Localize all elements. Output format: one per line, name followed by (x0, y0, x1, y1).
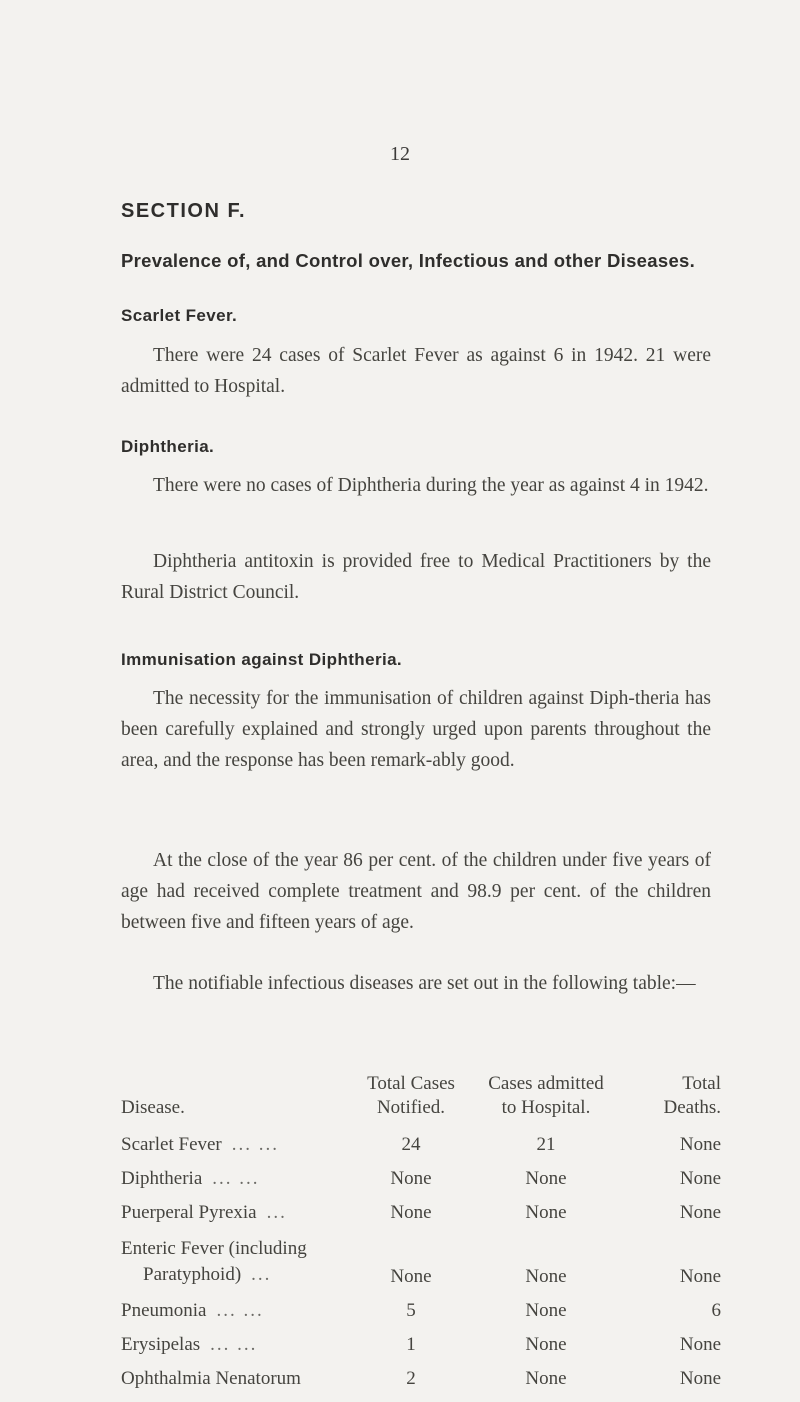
scarlet-fever-heading: Scarlet Fever. (121, 306, 238, 325)
immunisation-paragraph-1: The necessity for the immunisation of children against Diph-theria has been carefully explained and strongly urged upon parents throughout the area, and the response has been remark-ably good. (121, 688, 711, 771)
table-row (121, 1362, 721, 1396)
deaths-cell: None (679, 1134, 721, 1155)
disease-name: Pneumonia (121, 1300, 207, 1321)
diphtheria-heading: Diphtheria. (121, 437, 215, 456)
page-title: Prevalence of, and Control over, Infectious and other Diseases. (121, 250, 696, 271)
leader-dots: ... ... (212, 1168, 260, 1189)
header-hospital: Cases admitted to Hospital. (488, 1073, 604, 1118)
deaths-cell: 6 (711, 1300, 721, 1321)
table-row (121, 1328, 721, 1362)
header-notified: Total Cases Notified. (367, 1073, 455, 1118)
leader-dots: ... (251, 1264, 272, 1285)
hospital-cell: None (525, 1300, 567, 1321)
deaths-cell: None (679, 1368, 721, 1389)
notified-cell: None (390, 1168, 432, 1189)
hospital-cell: None (525, 1368, 567, 1389)
deaths-cell: None (679, 1202, 721, 1223)
deaths-cell: None (679, 1266, 721, 1287)
leader-dots: ... ... (231, 1134, 280, 1155)
immunisation-paragraph-2: At the close of the year 86 per cent. of the children under five years of age had received complete treatment and 98.9 per cent. of the children between five and fifteen years of age. (121, 850, 711, 933)
leader-dots: ... (266, 1202, 287, 1223)
diphtheria-paragraph-1: There were no cases of Diphtheria during the year as against 4 in 1942. (153, 475, 709, 496)
notified-cell: 2 (406, 1368, 416, 1389)
table-row (121, 1196, 721, 1230)
table-row (121, 1230, 721, 1294)
table-intro-paragraph: The notifiable infectious diseases are set out in the following table:— (153, 973, 696, 994)
notified-cell: None (390, 1202, 432, 1223)
notified-cell: 1 (406, 1334, 416, 1355)
table-row (121, 1162, 721, 1196)
hospital-cell: 21 (536, 1134, 556, 1155)
diphtheria-paragraph-2: Diphtheria antitoxin is provided free to Medical Practitioners by the Rural District Council. (121, 551, 711, 603)
section-heading: SECTION F. (121, 200, 247, 222)
page-number: 12 (390, 143, 410, 165)
table-header-row (121, 1072, 721, 1128)
disease-name-line-1: Enteric Fever (including (121, 1238, 307, 1259)
hospital-cell: None (525, 1334, 567, 1355)
disease-name: Erysipelas (121, 1334, 201, 1355)
disease-name: Scarlet Fever (121, 1134, 222, 1155)
leader-dots: ... ... (210, 1334, 258, 1355)
deaths-cell: None (679, 1334, 721, 1355)
leader-dots: ... ... (216, 1300, 264, 1321)
immunisation-heading: Immunisation against Diphtheria. (121, 650, 403, 669)
notified-cell: 5 (406, 1300, 416, 1321)
hospital-cell: None (525, 1202, 567, 1223)
header-deaths: Total Deaths. (663, 1073, 721, 1118)
deaths-cell: None (679, 1168, 721, 1189)
hospital-cell: None (525, 1168, 567, 1189)
scarlet-fever-paragraph: There were 24 cases of Scarlet Fever as against 6 in 1942. 21 were admitted to Hospital. (121, 345, 711, 397)
table-row (121, 1294, 721, 1328)
notified-cell: 24 (401, 1134, 421, 1155)
disease-name-line-2: Paratyphoid) (143, 1264, 242, 1285)
notifiable-diseases-table (121, 1072, 721, 1396)
disease-name: Diphtheria (121, 1168, 203, 1189)
disease-name: Puerperal Pyrexia (121, 1202, 257, 1223)
hospital-cell: None (525, 1266, 567, 1287)
notified-cell: None (390, 1266, 432, 1287)
table-row (121, 1128, 721, 1162)
disease-name: Ophthalmia Nenatorum (121, 1368, 301, 1389)
header-disease: Disease. (121, 1097, 185, 1118)
